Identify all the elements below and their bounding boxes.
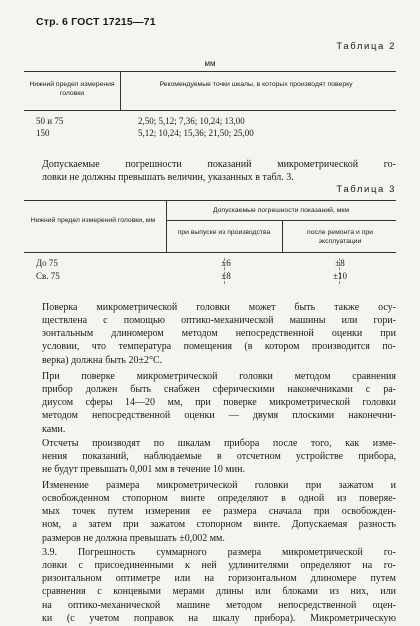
paragraph-optical-verification — [24, 301, 396, 367]
page-header: Стр. 6 ГОСТ 17215—71 — [36, 16, 156, 28]
text-line: Отсчеты производят по шкалам прибора после того, как изме- — [42, 438, 396, 449]
paragraph-tips — [24, 370, 396, 436]
table3-group-header: Допускаемые погрешности показаний, мкм — [212, 207, 350, 214]
text-line: методом непосредственной оценки — двумя плоскими наконечни- — [42, 410, 396, 422]
text-line: Изменение размера микрометрической головки при зажатом и — [42, 480, 396, 491]
text-line: Поверка микрометрической головки может быть также осу- — [42, 302, 396, 313]
text-line: нения показаний, наблюдаемые в отсчетном устройстве прибора, — [42, 451, 396, 463]
table3-header-rule — [24, 252, 396, 253]
table3-row1-prod: ±6 — [221, 258, 231, 268]
text-line: зонтальным длиномером методом непосредственной оценки при — [42, 328, 396, 340]
text-line: размеров не должна превышать ±0,002 мм. — [42, 532, 225, 544]
table2-top-rule — [24, 71, 396, 72]
table2-row2-limit: 150 — [36, 128, 50, 138]
text-line: ном, а затем при зажатом стопорном винте. Допускаемая разность — [42, 519, 396, 531]
table3-subcol-divider — [282, 220, 283, 252]
text-line: мых точек путем измерения ее размера сначала при освобожден- — [42, 506, 396, 518]
table2-col-divider — [120, 71, 121, 110]
table3-sub2-header: после ремонта и при эксплуатации — [307, 229, 373, 245]
table3-group-rule — [166, 220, 396, 221]
table3-row2-repair: ±10 — [333, 271, 347, 281]
table2-header-rule — [24, 110, 396, 111]
table2-col2-header: Рекомендуемые точки шкалы, в которых производят поверку — [159, 81, 353, 88]
paragraph-locking-screw — [24, 479, 396, 545]
text-line: сравнения с концевыми мерами длины или блоками из них, или — [42, 586, 396, 598]
table3-col-divider — [166, 200, 167, 252]
table3-top-rule — [24, 200, 396, 201]
table2-row2-points: 5,12; 10,24; 15,36; 21,50; 25,00 — [138, 128, 254, 138]
text-line: верка) должна быть 20±2°С. — [42, 354, 163, 366]
text-line: освобожденном стопорном винте определяют в одной из поверяе- — [42, 493, 396, 505]
table3-row2-prod: ±8 — [221, 271, 231, 281]
text-line: 3.9. Погрешность суммарного размера микрометрической го- — [42, 547, 396, 558]
table2-row1-limit: 50 и 75 — [36, 116, 64, 126]
table3-sub1-header: при выпуске из производства — [177, 229, 271, 236]
text-line: на оптико-механической машине методом непосредственной оцен- — [42, 599, 396, 611]
text-line: не будут превышать 0,001 мм в течение 10 мин. — [42, 464, 245, 476]
table3-col1-header: Нижний предел измерений головки, мм — [30, 217, 156, 224]
table3-caption: Таблица 3 — [336, 184, 396, 195]
text-line: ризонтальном оптиметре или на горизонтальном длиномере путем — [42, 573, 396, 585]
paragraph-tolerances-intro — [24, 158, 396, 184]
text-line: ществлена с помощью оптико-механической машины или гори- — [42, 315, 396, 327]
text-line: При поверке микрометрической головки методом сравнения — [42, 371, 396, 382]
table3-row1-limit: До 75 — [36, 258, 58, 268]
text-line: диусом сферы 14—20 мм, при поверке микрометрической головки — [42, 397, 396, 409]
table3-row2-limit: Св. 75 — [36, 271, 60, 281]
text-line: условии, что температура помещения (в котором производится по- — [42, 341, 396, 353]
text-line: ки (с учетом поправок на шкалу прибора). Микрометрическую — [42, 612, 396, 624]
table2-unit: мм — [204, 59, 216, 68]
text-line: прибор должен быть снабжен сферическими наконечниками с ра- — [42, 384, 396, 396]
text-line: ловки с присоединенными к ней удлинителями определяют на го- — [42, 560, 396, 572]
text-line: Допускаемые погрешности показаний микрометрической го- — [42, 159, 396, 170]
paragraph-3-9 — [24, 546, 396, 625]
text-line: ками. — [42, 423, 66, 435]
table2-col1-header: Нижний предел измерения головки — [29, 81, 115, 97]
table2-caption: Таблица 2 — [336, 41, 396, 52]
table3-row1-repair: ±8 — [335, 258, 345, 268]
table2-row1-points: 2,50; 5,12; 7,36; 10,24; 13,00 — [138, 116, 245, 126]
text-line: ловки не должны превышать величин, указанных в табл. 3. — [42, 172, 294, 184]
paragraph-readings — [24, 437, 396, 476]
